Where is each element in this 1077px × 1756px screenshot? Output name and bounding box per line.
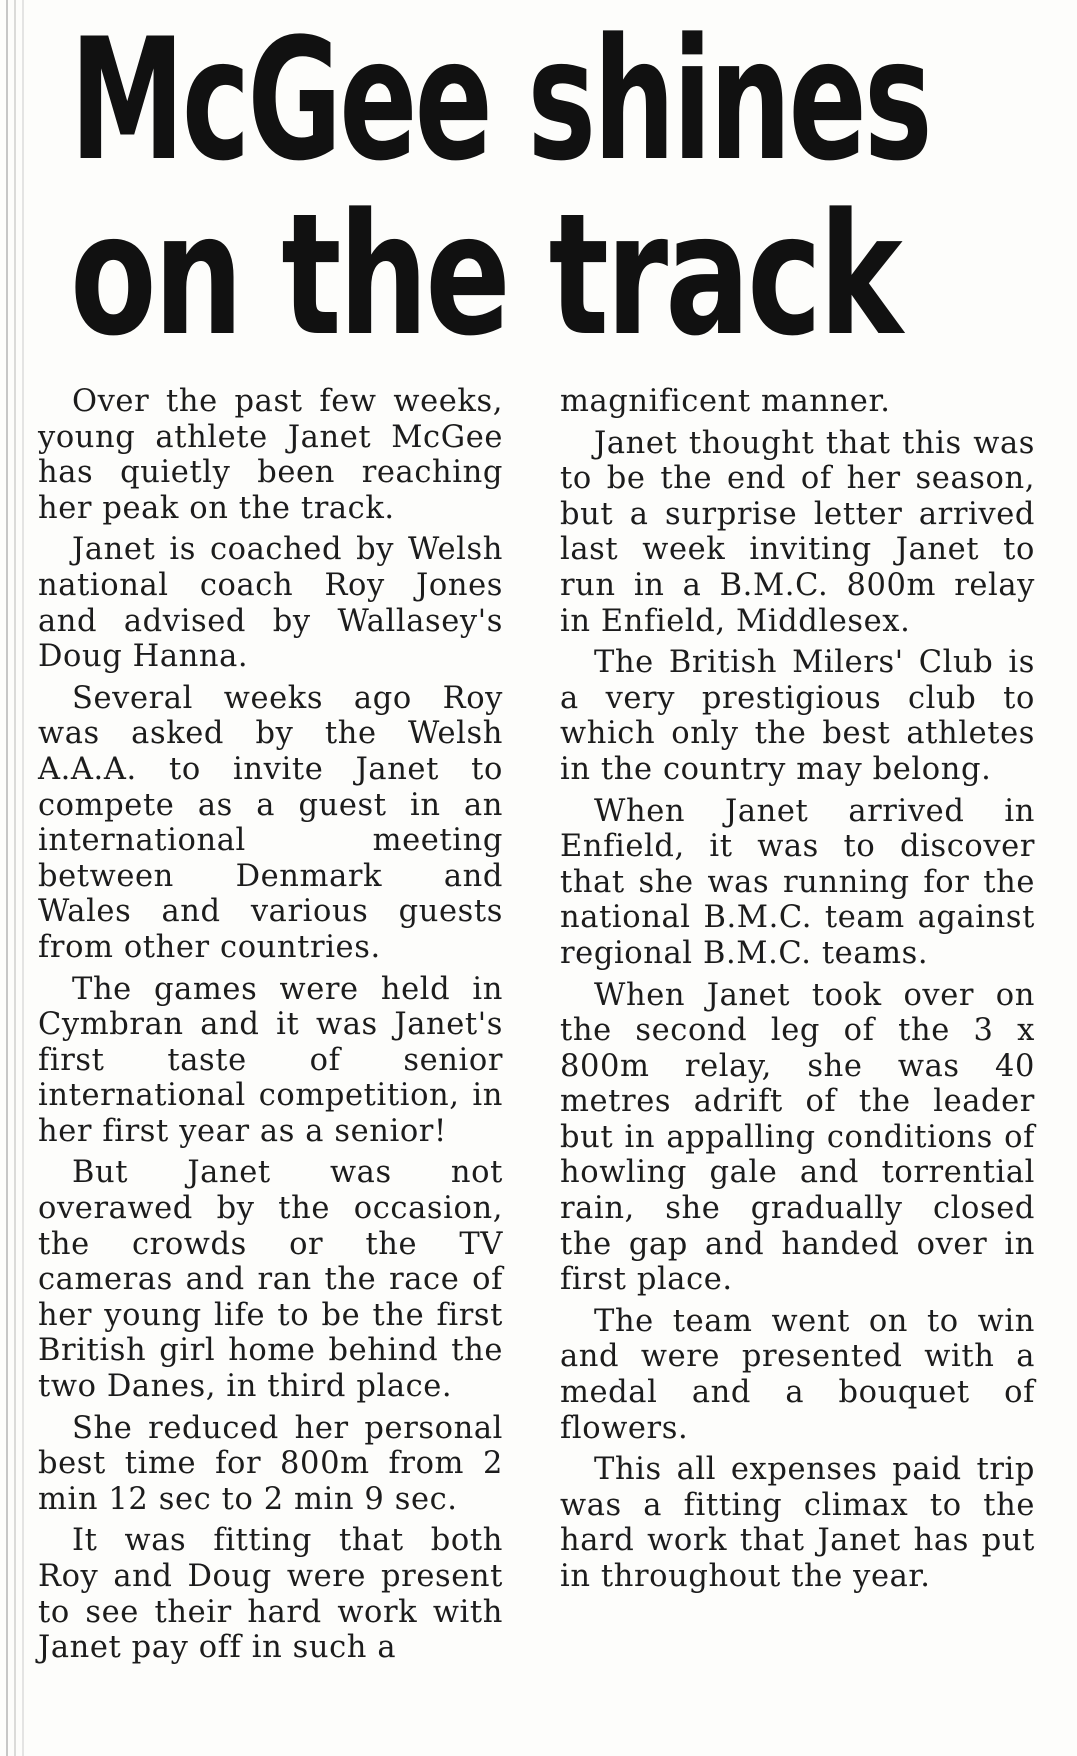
headline-line-2: on the track [70, 177, 900, 373]
scan-edge-line [14, 0, 16, 1756]
article-column-right [560, 384, 1035, 1601]
paragraph: This all expenses paid trip was a fitting climax to the hard work that Janet has put in throughout the year. [560, 1452, 1035, 1594]
paragraph: Several weeks ago Roy was asked by the Welsh A.A.A. to invite Janet to compete as a guest in an international meeting between Denmark and Wales and various guests from other countries. [38, 680, 503, 965]
paragraph: Janet is coached by Welsh national coach Roy Jones and advised by Wallasey's Doug Hanna. [38, 532, 503, 675]
headline-line-1: McGee shines [70, 2, 930, 198]
article-column-left [38, 384, 503, 1672]
paragraph: But Janet was not overawed by the occasion, the crowds or the TV cameras and ran the race of her young life to be the first British girl home behind the two Danes, in third place. [38, 1155, 503, 1405]
paragraph: Over the past few weeks, young athlete Janet McGee has quietly been reaching her peak on the track. [38, 384, 503, 526]
paragraph: magnificent manner. [560, 384, 891, 419]
paragraph: The games were held in Cymbran and it was Janet's first taste of senior international competition, in her first year as a senior! [38, 971, 503, 1149]
paragraph: When Janet took over on the second leg of the 3 x 800m relay, she was 40 metres adrift of the leader but in appalling conditions of howling gale and torrential rain, she gradually closed the gap and handed over in first place. [560, 977, 1035, 1298]
paragraph: The team went on to win and were presented with a medal and a bouquet of flowers. [560, 1303, 1035, 1446]
scan-edge-line [6, 0, 8, 1756]
paragraph: Janet thought that this was to be the end of her season, but a surprise letter arrived last week inviting Janet to run in a B.M.C. 800m relay in Enfield, Middlesex. [560, 425, 1035, 639]
paragraph: When Janet arrived in Enfield, it was to discover that she was running for the national B.M.C. team against regional B.M.C. teams. [560, 793, 1035, 971]
paragraph: The British Milers' Club is a very prestigious club to which only the best athletes in the country may belong. [560, 645, 1035, 787]
paragraph: It was fitting that both Roy and Doug were present to see their hard work with Janet pay off in such a [38, 1523, 503, 1666]
scan-edge-line [22, 0, 24, 1756]
paragraph: She reduced her personal best time for 800m from 2 min 12 sec to 2 min 9 sec. [38, 1410, 503, 1517]
